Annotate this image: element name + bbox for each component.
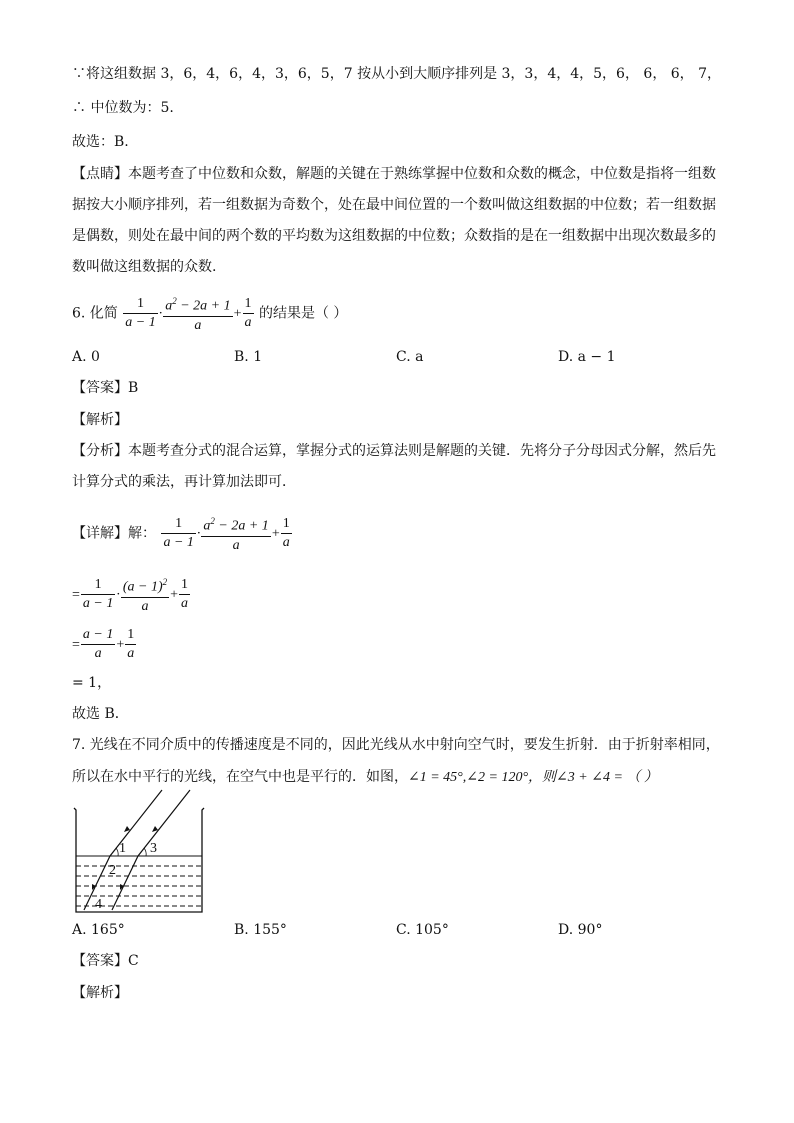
q6-answer xyxy=(72,378,138,398)
q5-comment-2: 据按大小顺序排列，若一组数据为奇数个，处在最中间位置的一个数叫做这组数据的中位数；若一组数据 xyxy=(72,197,716,213)
q7-line-2 xyxy=(72,767,658,788)
comment-text-1: 本题考查了中位数和众数，解题的关键在于熟练掌握中位数和众数的概念，中位数是指将一组数 xyxy=(128,166,716,182)
q7-line-2-math: ∠1 = 45°,∠2 = 120°，则∠3 + ∠4 = （ ） xyxy=(408,770,658,785)
q5-choice: 故选：B. xyxy=(72,134,129,150)
angle-label-1: 1 xyxy=(119,841,126,856)
q6-result: = 1， xyxy=(72,675,112,691)
q5-comment-3: 是偶数，则处在最中间的两个数的平均数为这组数据的中位数；众数指的是在一组数据中出现次数最多的 xyxy=(72,228,716,244)
refraction-figure xyxy=(70,786,210,916)
q6-prefix: 6. 化简 xyxy=(72,305,118,322)
q6-option-c: C. a xyxy=(396,349,424,365)
q6-detail-step-2: = $\frac{1}{a - 1}$ · $\frac{(a - 1)^2}{a}$ + $\frac{1}{a}$ xyxy=(72,573,191,616)
q5-comment-4: 数叫做这组数据的众数. xyxy=(72,259,217,275)
angle-label-3: 3 xyxy=(150,841,157,856)
answer-tag: 【答案】 xyxy=(72,953,128,969)
q6-suffix: 的结果是（ ） xyxy=(258,305,348,322)
q5-comment-1 xyxy=(72,164,716,184)
q7-line-1: 7. 光线在不同介质中的传播速度是不同的，因此光线从水中射向空气时，要发生折射．由于折射率相同， xyxy=(72,737,720,753)
angle-label-2: 2 xyxy=(109,863,116,878)
q7-option-d: D. 90° xyxy=(558,922,603,938)
q6-option-a: A. 0 xyxy=(72,349,100,365)
q7-option-b: B. 155° xyxy=(234,922,287,938)
answer-value: C xyxy=(128,953,139,969)
q6-expression: $\frac{1}{a - 1}$ xyxy=(125,295,156,330)
q6-choice: 故选 B． xyxy=(72,706,129,722)
q6-detail-step-3: = $\frac{a - 1}{a}$ + $\frac{1}{a}$ xyxy=(72,627,135,661)
comment-tag: 【点睛】 xyxy=(72,166,128,182)
q6-option-d: D. a − 1 xyxy=(558,349,616,365)
q7-line-2-text: 所以在水中平行的光线，在空气中也是平行的．如图， xyxy=(72,769,408,785)
angle-label-4: 4 xyxy=(95,897,102,912)
q6-fenxi-2: 计算分式的乘法，再计算加法即可． xyxy=(72,474,296,490)
q6-option-b: B. 1 xyxy=(234,349,263,365)
q6-detail-1: 【详解】解： $\frac{1}{a - 1}$ · $\frac{a^2 - 2a + 1}{a}$ + $\frac{1}{a}$ xyxy=(72,512,293,555)
q6-fenxi-1 xyxy=(72,441,716,461)
q5-line-1: ∵将这组数据 3，6，4，6，4，3，6，5，7 按从小到大顺序排列是 3，3，4，4，5，6， 6， 6， 7， xyxy=(72,66,722,82)
fenxi-text-1: 本题考查分式的混合运算，掌握分式的运算法则是解题的关键．先将分子分母因式分解，然后先 xyxy=(128,443,716,459)
q5-line-2: ∴ 中位数为：5. xyxy=(72,100,174,116)
q7-option-c: C. 105° xyxy=(396,922,449,938)
q7-analysis-tag: 【解析】 xyxy=(72,985,128,1001)
q7-option-a: A. 165° xyxy=(72,922,125,938)
detail-prefix: 解： xyxy=(128,525,156,542)
q6-analysis-tag: 【解析】 xyxy=(72,412,128,428)
detail-tag: 【详解】 xyxy=(72,525,128,542)
q6-stem: 6. 化简 $\frac{1}{a - 1}$ · $\frac{a^2 - 2a + 1}{a}$ + $\frac{1}{a}$ 的结果是（ ） xyxy=(72,292,347,335)
fenxi-tag: 【分析】 xyxy=(72,443,128,459)
q7-answer xyxy=(72,951,139,971)
answer-tag: 【答案】 xyxy=(72,380,128,396)
answer-value: B xyxy=(128,380,139,396)
